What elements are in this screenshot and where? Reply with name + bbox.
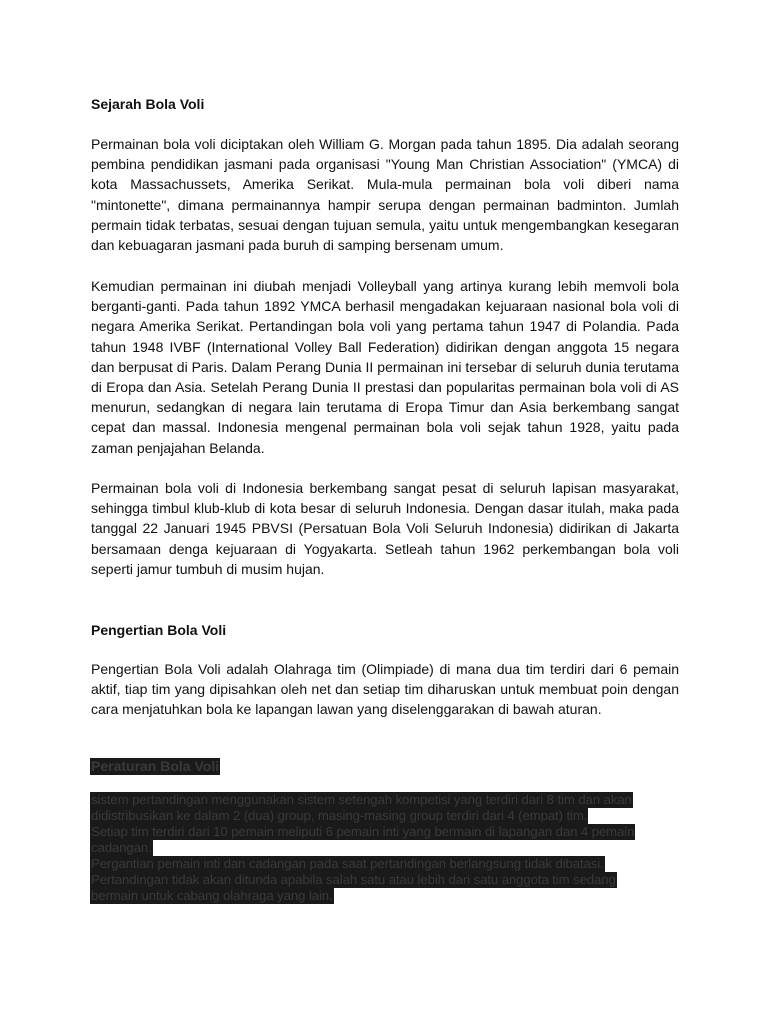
paragraph-definition: Pengertian Bola Voli adalah Olahraga tim (Olimpiade) di mana dua tim terdiri dari 6 pemain aktif, tiap tim yang dipisahkan oleh net dan setiap tim diharuskan untuk membuat poin dengan cara menjatuhkan bola ke lapangan lawan yang diselenggarakan di bawah aturan.: [91, 661, 679, 718]
rules-line: bermain untuk cabang olahraga yang lain.: [91, 888, 333, 903]
rules-line: didistribusikan ke dalam 2 (dua) group, masing-masing group terdiri dari 4 (empat) tim.: [91, 808, 588, 823]
section-heading-definition: Pengertian Bola Voli: [91, 622, 227, 638]
paragraph-history-3: Permainan bola voli di Indonesia berkembang sangat pesat di seluruh lapisan masyarakat, sehingga timbul klub-klub di kota besar di seluruh Indonesia. Dengan dasar itulah, maka pada tanggal 22 Januari 1945 PBVSI (Persatuan Bola Voli Seluruh Indonesia) didirikan di Jakarta bersamaan denga kejuaraan di Yogyakarta. Setleah tahun 1962 perkembangan bola voli seperti jamur tumbuh di musim hujan.: [91, 480, 679, 577]
rules-line: Pergantian pemain inti dan cadangan pada saat pertandingan berlangsung tidak dibatasi.: [91, 856, 604, 871]
paragraph-history-1: Permainan bola voli diciptakan oleh William G. Morgan pada tahun 1895. Dia adalah seorang pembina pendidikan jasmani pada organisasi "Young Man Christian Association" (YMCA) di kota Massachussets, Amerika Serikat. Mula-mula permainan bola voli diberi nama "mintonette", dimana permainannya hampir serupa dengan permainan badminton. Jumlah permain tidak terbatas, sesuai dengan tujuan semula, yaitu untuk mengembangkan kesegaran dan kebuagaran jasmani pada buruh di samping bersenam umum.: [91, 136, 679, 254]
rules-line: Setiap tim terdiri dari 10 pemain meliputi 6 pemain inti yang bermain di lapangan dan 4 pemain: [91, 824, 635, 839]
paragraph-history-2: Kemudian permainan ini diubah menjadi Volleyball yang artinya kurang lebih memvoli bola berganti-ganti. Pada tahun 1892 YMCA berhasil mengadakan kejuaraan nasional bola voli di negara Amerika Serikat. Pertandingan bola voli yang pertama tahun 1947 di Polandia. Pada tahun 1948 IVBF (International Volley Ball Federation) didirikan dengan anggota 15 negara dan berpusat di Paris. Dalam Perang Dunia II permainan ini tersebar di seluruh dunia terutama di Eropa dan Asia. Setelah Perang Dunia II prestasi dan popularitas permainan bola voli di AS menurun, sedangkan di negara lain terutama di Eropa Timur dan Asia berkembang sangat cepat dan massal. Indonesia mengenal permainan bola voli sejak tahun 1928, yaitu pada zaman penjajahan Belanda.: [91, 278, 679, 456]
section-heading-history: Sejarah Bola Voli: [91, 96, 205, 112]
rules-line: sistem pertandingan menggunakan sistem setengah kompetisi yang terdiri dari 8 tim dan akan: [91, 792, 632, 807]
rules-highlighted-text: [90, 791, 690, 903]
section-heading-rules-highlighted: Peraturan Bola Voli: [91, 758, 220, 774]
rules-line: cadangan.: [91, 840, 152, 855]
rules-line: Pertandingan tidak akan ditunda apabila salah satu atau lebih dari satu anggota tim sedang: [91, 872, 616, 887]
